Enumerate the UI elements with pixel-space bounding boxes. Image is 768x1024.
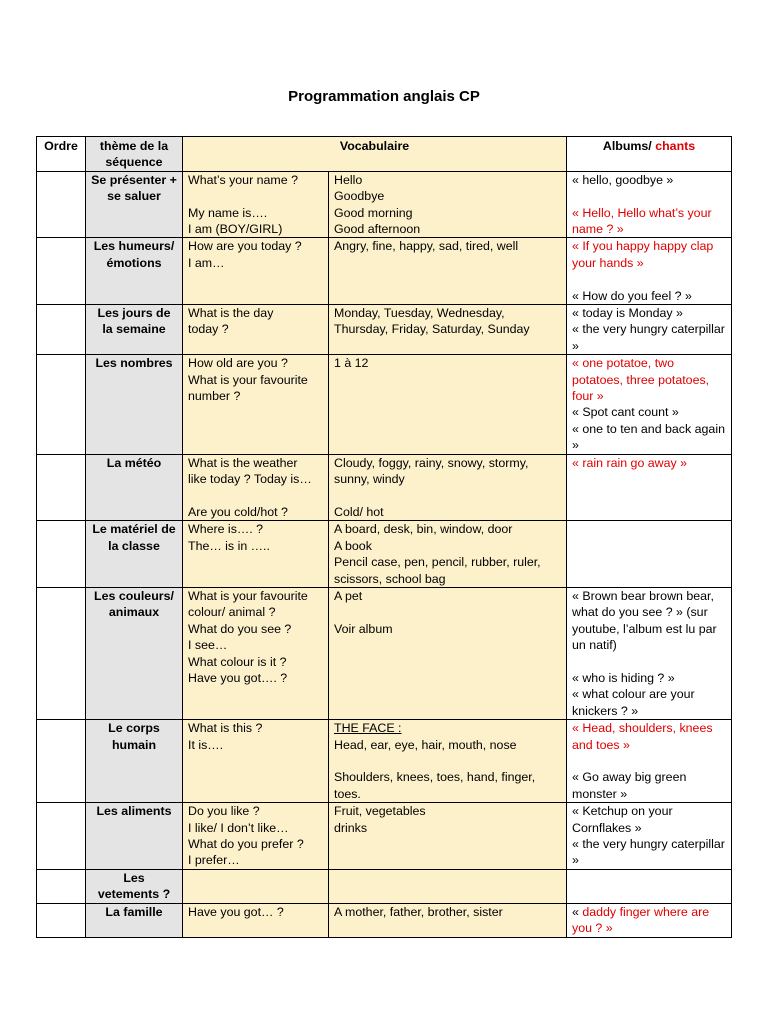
phrase-line: Have you got… ? bbox=[188, 904, 284, 919]
phrase-line: I prefer… bbox=[188, 853, 240, 868]
word-line: 1 à 12 bbox=[334, 356, 369, 371]
table-row bbox=[37, 903, 732, 937]
ordre-cell bbox=[37, 454, 86, 521]
album-entry: « Ketchup on your Cornflakes » bbox=[572, 804, 673, 835]
theme-cell: Les couleurs/ animaux bbox=[86, 587, 183, 719]
phrase-line: I like/ I don’t like… bbox=[188, 820, 289, 835]
theme-cell: Les humeurs/ émotions bbox=[86, 238, 183, 305]
table-row bbox=[37, 355, 732, 454]
word-line: Cloudy, foggy, rainy, snowy, stormy, bbox=[334, 455, 529, 470]
ordre-cell bbox=[37, 238, 86, 305]
albums-cell bbox=[567, 454, 732, 521]
words-cell bbox=[329, 171, 567, 238]
table-row bbox=[37, 238, 732, 305]
albums-cell bbox=[567, 305, 732, 355]
phrase-line: Do you like ? bbox=[188, 804, 260, 819]
phrase-line: I am… bbox=[188, 255, 225, 270]
words-cell bbox=[329, 803, 567, 870]
ordre-cell bbox=[37, 521, 86, 588]
word-line: drinks bbox=[334, 820, 368, 835]
word-line: Fruit, vegetables bbox=[334, 804, 426, 819]
phrase-line: What is this ? bbox=[188, 721, 263, 736]
header-theme: thème de la séquence bbox=[86, 137, 183, 172]
albums-cell bbox=[567, 869, 732, 903]
theme-cell: La météo bbox=[86, 454, 183, 521]
theme-cell: Les jours de la semaine bbox=[86, 305, 183, 355]
phrases-cell bbox=[183, 238, 329, 305]
phrases-cell bbox=[183, 454, 329, 521]
theme-cell: Le corps humain bbox=[86, 720, 183, 803]
header-ordre: Ordre bbox=[37, 137, 86, 172]
albums-cell bbox=[567, 238, 732, 305]
word-line bbox=[334, 604, 561, 620]
phrases-cell bbox=[183, 521, 329, 588]
phrase-line bbox=[188, 188, 323, 204]
header-albums-label: Albums/ bbox=[602, 139, 652, 153]
album-entry: « If you happy happy clap your hands » bbox=[572, 239, 714, 270]
table-row bbox=[37, 521, 732, 588]
albums-cell bbox=[567, 587, 732, 719]
album-entry: « one potatoe, two potatoes, three potatoes, four » bbox=[572, 356, 710, 404]
phrases-cell bbox=[183, 869, 329, 903]
phrase-line: How are you today ? bbox=[188, 239, 302, 254]
page-title: Programmation anglais CP bbox=[288, 88, 480, 105]
phrase-line: I see… bbox=[188, 638, 228, 653]
phrase-line: What colour is it ? bbox=[188, 654, 287, 669]
header-vocabulaire: Vocabulaire bbox=[183, 137, 567, 172]
album-entry bbox=[572, 271, 726, 287]
album-entry: « Go away big green monster » bbox=[572, 770, 687, 801]
album-entry: « Brown bear brown bear, what do you see ? » (sur youtube, l’album est lu par un natif) bbox=[572, 588, 717, 653]
album-entry bbox=[572, 753, 726, 769]
word-line: A pet bbox=[334, 588, 363, 603]
phrases-cell bbox=[183, 305, 329, 355]
phrase-line: How old are you ? bbox=[188, 356, 288, 371]
album-entry bbox=[572, 904, 726, 937]
table-row bbox=[37, 171, 732, 238]
album-entry: « How do you feel ? » bbox=[572, 288, 692, 303]
header-row bbox=[37, 137, 732, 172]
phrase-line: today ? bbox=[188, 322, 229, 337]
word-line: Head, ear, eye, hair, mouth, nose bbox=[334, 737, 517, 752]
words-cell bbox=[329, 869, 567, 903]
ordre-cell bbox=[37, 720, 86, 803]
phrase-line: number ? bbox=[188, 389, 241, 404]
albums-cell bbox=[567, 355, 732, 454]
theme-cell: La famille bbox=[86, 903, 183, 937]
album-entry: « hello, goodbye » bbox=[572, 172, 674, 187]
album-entry bbox=[572, 188, 726, 204]
table-row bbox=[37, 454, 732, 521]
albums-cell bbox=[567, 903, 732, 937]
phrase-line: What do you prefer ? bbox=[188, 837, 304, 851]
words-cell bbox=[329, 521, 567, 588]
programme-table bbox=[36, 136, 732, 938]
words-cell bbox=[329, 238, 567, 305]
album-entry: « one to ten and back again » bbox=[572, 421, 725, 453]
word-line bbox=[334, 753, 561, 769]
phrases-cell bbox=[183, 587, 329, 719]
word-line: Good afternoon bbox=[334, 222, 421, 237]
word-line: Good morning bbox=[334, 205, 413, 220]
albums-cell bbox=[567, 720, 732, 803]
ordre-cell bbox=[37, 355, 86, 454]
word-line: A mother, father, brother, sister bbox=[334, 904, 503, 919]
word-line: Angry, fine, happy, sad, tired, well bbox=[334, 239, 519, 254]
words-cell bbox=[329, 355, 567, 454]
phrase-line: like today ? Today is… bbox=[188, 472, 312, 487]
album-title-text: daddy finger where are you ? » bbox=[572, 904, 710, 936]
albums-cell bbox=[567, 521, 732, 588]
word-line: Monday, Tuesday, Wednesday, bbox=[334, 306, 505, 321]
theme-cell: Les vetements ? bbox=[86, 869, 183, 903]
ordre-cell bbox=[37, 587, 86, 719]
album-entry: « Spot cant count » bbox=[572, 405, 679, 420]
phrases-cell bbox=[183, 903, 329, 937]
word-line bbox=[334, 488, 561, 504]
album-quote-mark: « bbox=[572, 904, 579, 919]
phrases-cell bbox=[183, 803, 329, 870]
theme-cell: Les nombres bbox=[86, 355, 183, 454]
phrases-cell bbox=[183, 720, 329, 803]
word-line: Goodbye bbox=[334, 189, 385, 204]
album-entry: « what colour are your knickers ? » bbox=[572, 687, 695, 718]
phrase-line: What do you see ? bbox=[188, 621, 292, 636]
ordre-cell bbox=[37, 869, 86, 903]
albums-cell bbox=[567, 171, 732, 238]
phrase-line: colour/ animal ? bbox=[188, 605, 276, 620]
word-line: scissors, school bag bbox=[334, 571, 446, 586]
word-line: Shoulders, knees, toes, hand, finger, bbox=[334, 770, 536, 785]
phrase-line: The… is in ….. bbox=[188, 538, 270, 553]
phrase-line: What is the day bbox=[188, 306, 274, 321]
word-line: A board, desk, bin, window, door bbox=[334, 522, 513, 537]
ordre-cell bbox=[37, 803, 86, 870]
words-cell bbox=[329, 454, 567, 521]
word-line: Voir album bbox=[334, 621, 393, 636]
album-entry bbox=[572, 654, 726, 670]
album-entry: « who is hiding ? » bbox=[572, 670, 675, 685]
album-entry: « the very hungry caterpillar » bbox=[572, 837, 725, 868]
phrase-line: What is the weather bbox=[188, 455, 298, 470]
theme-cell: Les aliments bbox=[86, 803, 183, 870]
phrase-line bbox=[188, 488, 323, 504]
phrase-line: Are you cold/hot ? bbox=[188, 504, 288, 519]
table-row bbox=[37, 305, 732, 355]
phrase-line: It is…. bbox=[188, 737, 224, 752]
phrase-line: My name is…. bbox=[188, 205, 268, 220]
word-line: sunny, windy bbox=[334, 472, 405, 487]
phrase-line: I am (BOY/GIRL) bbox=[188, 222, 283, 237]
album-entry: « today is Monday » bbox=[572, 306, 683, 321]
words-cell bbox=[329, 903, 567, 937]
table-row bbox=[37, 720, 732, 803]
table-row bbox=[37, 803, 732, 870]
words-cell bbox=[329, 720, 567, 803]
word-line: A book bbox=[334, 538, 372, 553]
ordre-cell bbox=[37, 171, 86, 238]
album-entry: « Hello, Hello what’s your name ? » bbox=[572, 205, 712, 237]
album-entry: « Head, shoulders, knees and toes » bbox=[572, 721, 713, 752]
ordre-cell bbox=[37, 305, 86, 355]
word-line: Pencil case, pen, pencil, rubber, ruler, bbox=[334, 555, 541, 570]
phrases-cell bbox=[183, 355, 329, 454]
word-line: Cold/ hot bbox=[334, 504, 384, 519]
table-row bbox=[37, 587, 732, 719]
phrase-line: What’s your name ? bbox=[188, 172, 298, 187]
phrase-line: Have you got…. ? bbox=[188, 670, 288, 685]
header-albums bbox=[567, 137, 732, 172]
album-entry: « rain rain go away » bbox=[572, 455, 688, 470]
theme-cell: Se présenter + se saluer bbox=[86, 171, 183, 238]
phrases-cell bbox=[183, 171, 329, 238]
theme-cell: Le matériel de la classe bbox=[86, 521, 183, 588]
ordre-cell bbox=[37, 903, 86, 937]
album-entry: « the very hungry caterpillar » bbox=[572, 322, 725, 353]
words-cell bbox=[329, 587, 567, 719]
header-chants-label: chants bbox=[655, 139, 696, 153]
phrase-line: What is your favourite bbox=[188, 588, 308, 603]
words-cell bbox=[329, 305, 567, 355]
words-heading: THE FACE : bbox=[334, 721, 402, 736]
word-line: Hello bbox=[334, 172, 363, 187]
albums-cell bbox=[567, 803, 732, 870]
phrase-line: What is your favourite bbox=[188, 372, 308, 387]
word-line: toes. bbox=[334, 786, 361, 801]
table-row bbox=[37, 869, 732, 903]
word-line: Thursday, Friday, Saturday, Sunday bbox=[334, 322, 530, 337]
phrase-line: Where is…. ? bbox=[188, 522, 264, 537]
